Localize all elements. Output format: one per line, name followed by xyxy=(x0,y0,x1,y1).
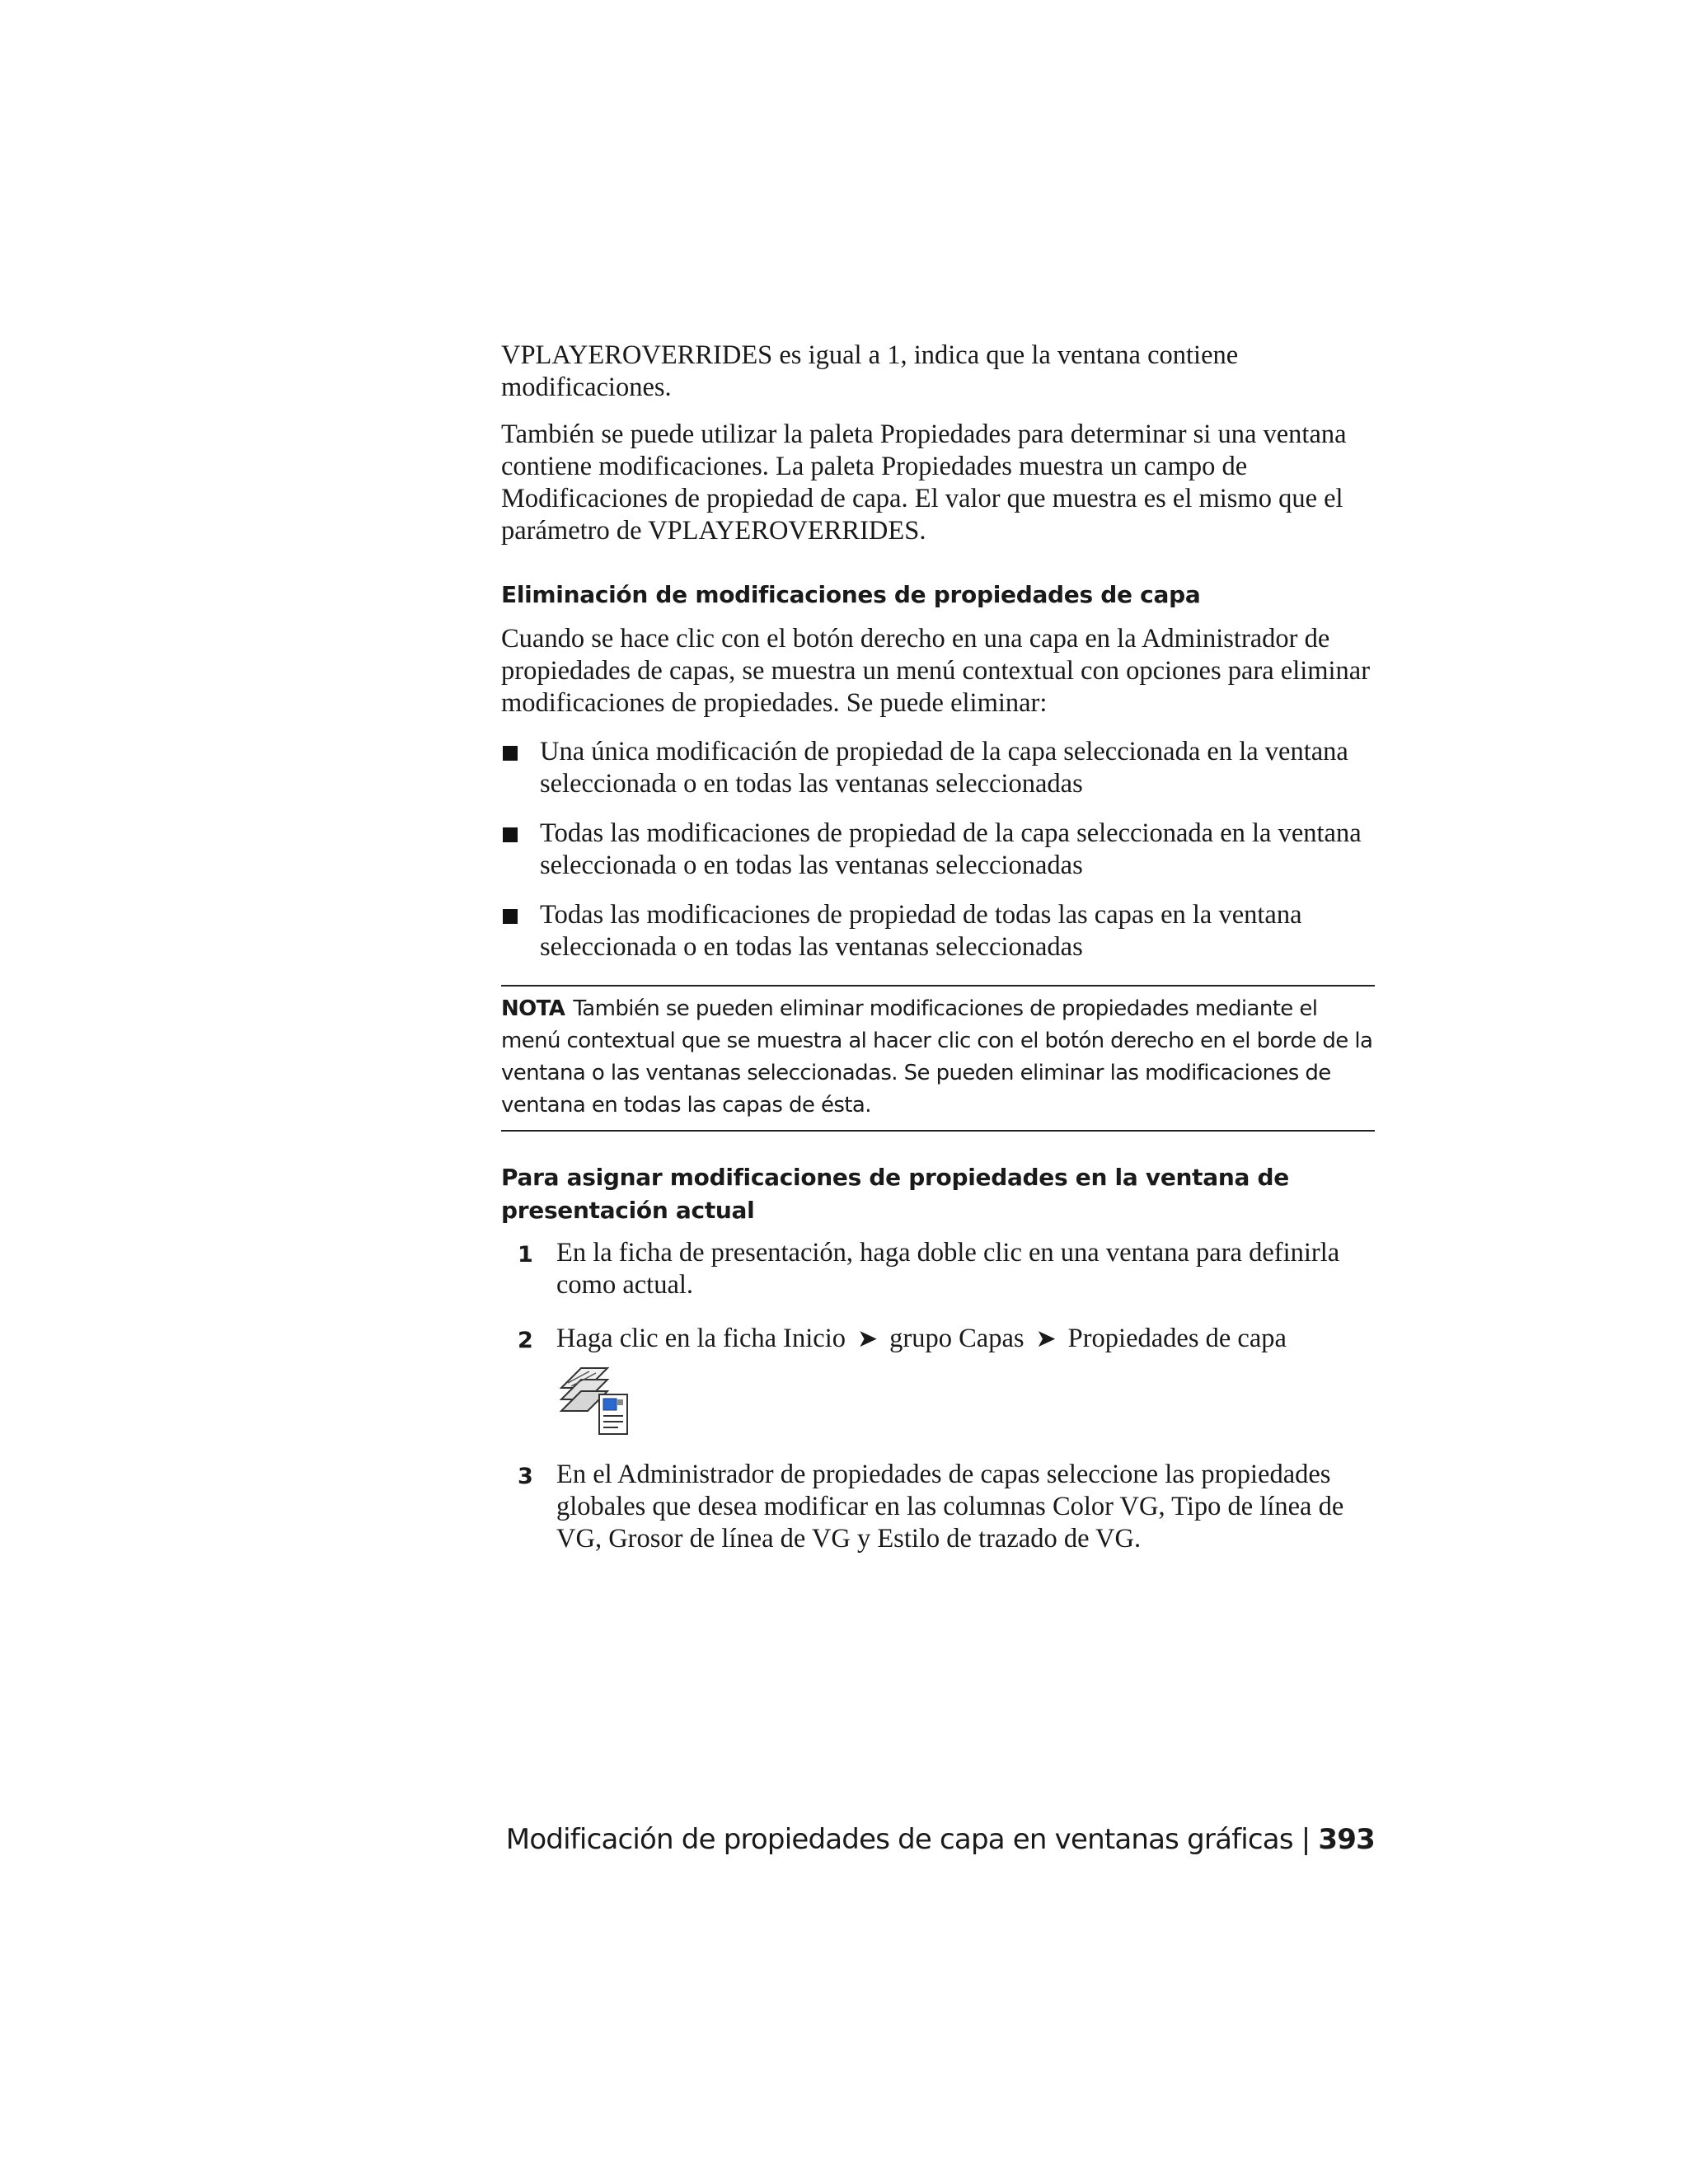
step-text: En la ficha de presentación, haga doble clic en una ventana para definirla como actual. xyxy=(556,1238,1340,1300)
step-number: 3 xyxy=(518,1464,533,1489)
bullet-list xyxy=(501,736,1375,963)
intro-paragraph-1: VPLAYEROVERRIDES es igual a 1, indica que la ventana contiene modificaciones. xyxy=(501,340,1239,402)
step-list xyxy=(501,1237,1375,1555)
step-1 xyxy=(501,1237,1375,1301)
layer-properties-icon xyxy=(556,1363,1375,1439)
step-text: En el Administrador de propiedades de capas seleccione las propiedades globales que desea modificar en las columnas Color VG, Tipo de línea de VG, Grosor de línea de VG y Estilo de trazado de VG. xyxy=(556,1460,1344,1554)
square-bullet-icon xyxy=(503,746,518,761)
page-footer xyxy=(506,1821,1375,1858)
list-item: Todas las modificaciones de propiedad de la capa seleccionada en la ventana seleccionada o en todas las ventanas seleccionadas xyxy=(501,818,1375,882)
note-box xyxy=(501,985,1375,1132)
step-number: 1 xyxy=(518,1242,533,1268)
step-3 xyxy=(501,1459,1375,1555)
step-2 xyxy=(501,1323,1375,1439)
arrow-icon: ➤ xyxy=(857,1325,879,1352)
arrow-icon: ➤ xyxy=(1035,1325,1057,1352)
page-content xyxy=(501,340,1375,1555)
square-bullet-icon xyxy=(503,827,518,842)
intro-paragraph-2: También se puede utilizar la paleta Propiedades para determinar si una ventana contiene modificaciones. La paleta Propiedades muestra un campo de Modificaciones de propiedad de capa. El valor que muestra es el mismo que el parámetro de VPLAYEROVERRIDES. xyxy=(501,419,1347,546)
section-heading-eliminacion: Eliminación de modificaciones de propiedades de capa xyxy=(501,581,1201,608)
step-text-part1: Haga clic en la ficha Inicio xyxy=(556,1324,846,1353)
page-number: 393 xyxy=(1318,1823,1375,1856)
footer-title: Modificación de propiedades de capa en ventanas gráficas xyxy=(505,1823,1293,1856)
note-text: También se pueden eliminar modificaciones de propiedades mediante el menú contextual que se muestra al hacer clic con el botón derecho en el borde de la ventana o las ventanas seleccionadas. Se pueden eliminar las modificaciones de ventana en todas las capas de ésta. xyxy=(501,996,1373,1118)
footer-separator: | xyxy=(1301,1823,1311,1856)
procedure-heading: Para asignar modificaciones de propiedades en la ventana de presentación actual xyxy=(501,1164,1289,1224)
list-item: Una única modificación de propiedad de la capa seleccionada en la ventana seleccionada o en todas las ventanas seleccionadas xyxy=(501,736,1375,800)
section-body: Cuando se hace clic con el botón derecho en una capa en la Administrador de propiedades de capas, se muestra un menú contextual con opciones para eliminar modificaciones de propiedades. Se puede eliminar: xyxy=(501,624,1371,718)
step-number: 2 xyxy=(518,1328,533,1353)
note-label: NOTA xyxy=(501,996,565,1021)
step-text-part2: grupo Capas xyxy=(889,1324,1025,1353)
list-item: Todas las modificaciones de propiedad de todas las capas en la ventana seleccionada o en todas las ventanas seleccionadas xyxy=(501,899,1375,963)
step-text-part3: Propiedades de capa xyxy=(1067,1324,1287,1353)
square-bullet-icon xyxy=(503,909,518,924)
